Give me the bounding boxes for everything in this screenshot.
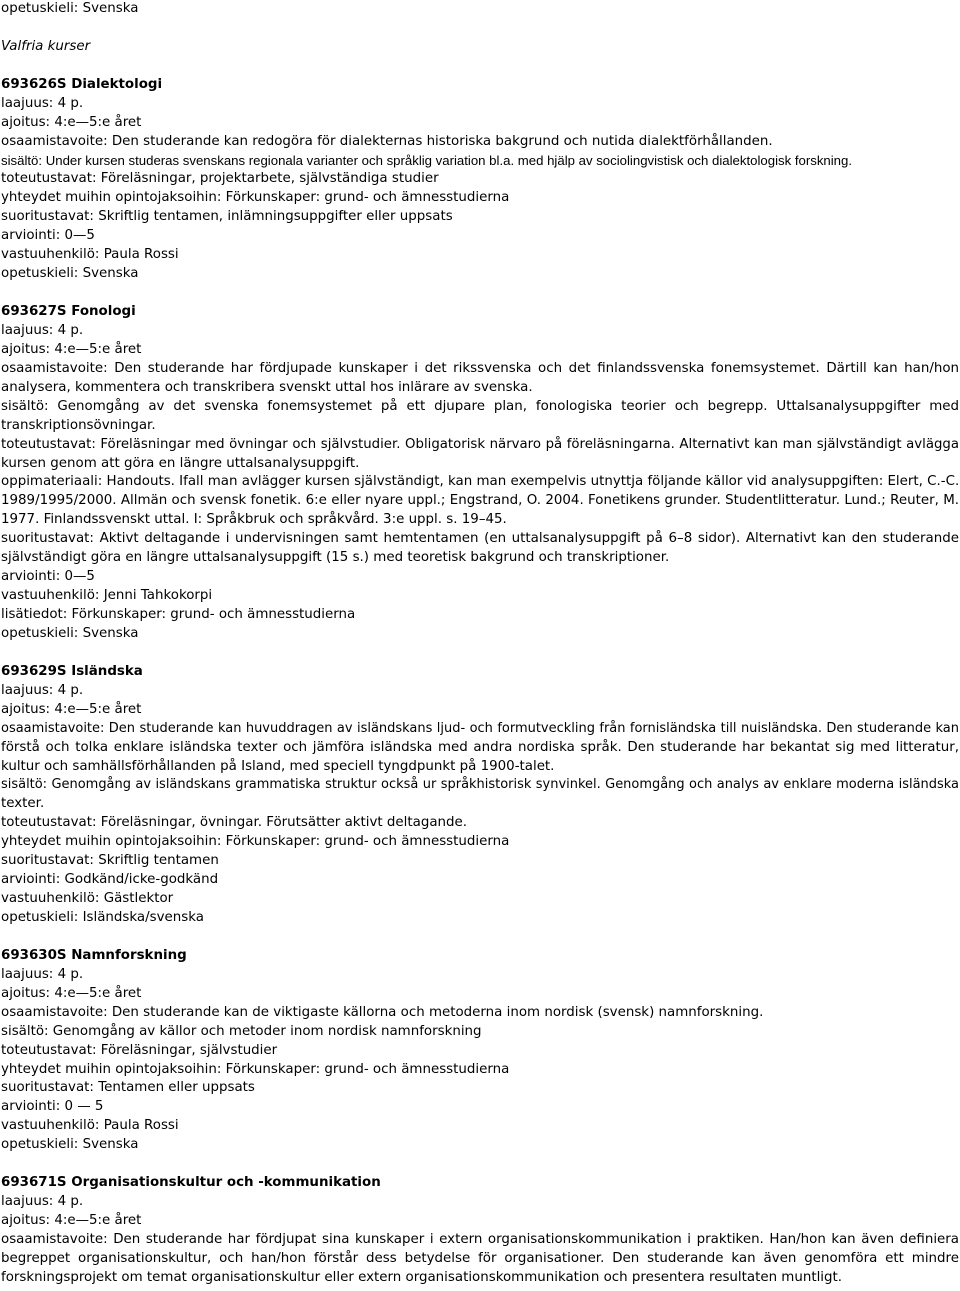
course-grading: arviointi: Godkänd/icke-godkänd <box>1 872 219 888</box>
course-responsible: vastuuhenkilö: Gästlektor <box>1 891 174 907</box>
course-credits: laajuus: 4 p. <box>1 322 84 338</box>
course-language: opetuskieli: Svenska <box>1 1137 139 1153</box>
course-responsible: vastuuhenkilö: Paula Rossi <box>1 1118 179 1134</box>
course-assessment-method: suoritustavat: Skriftlig tentamen <box>1 853 219 869</box>
course-delivery: toteutustavat: Föreläsningar, självstudier <box>1 1042 278 1058</box>
course-title: 693627S Fonologi <box>1 304 136 319</box>
paragraph-line: 1977. Finlandssvenskt uttal. I: Språkbruk och språkvård. 3:e uppl. s. 19–45. <box>1 512 507 528</box>
course-objective <box>1 1231 959 1288</box>
course-credits: laajuus: 4 p. <box>1 966 84 982</box>
paragraph-line: transkriptionsövningar. <box>1 417 156 433</box>
course-language: opetuskieli: Isländska/svenska <box>1 910 204 925</box>
course-timing: ajoitus: 4:e—5:e året <box>1 985 142 1001</box>
paragraph-line: osaamistavoite: Den studerande har fördjupade kunskaper i det rikssvenska och det finlandssvenska fonemsystemet. Därtill kan han/hon <box>1 360 959 376</box>
course-timing: ajoitus: 4:e—5:e året <box>1 114 142 130</box>
spacer <box>1 928 959 947</box>
course-grading: arviointi: 0 — 5 <box>1 1099 104 1115</box>
course-title: 693629S Isländska <box>1 663 143 679</box>
paragraph-line: oppimateriaali: Handouts. Ifall man avlägger kursen självständigt, kan man exempelvis utnyttja följande källor vid analysuppgiften: Elert, C.-C. <box>1 474 960 490</box>
course-prerequisites: yhteydet muihin opintojaksoihin: Förkunskaper: grund- och ämnesstudierna <box>1 1061 510 1077</box>
course-objective: osaamistavoite: Den studerande kan de viktigaste källorna och metoderna inom nordisk (svensk) namnforskning. <box>1 1004 764 1020</box>
paragraph-line: osaamistavoite: Den studerande kan huvuddragen av isländskans ljud- och formutveckling från fornisländska till nuisländska. Den studerande kan <box>1 720 959 736</box>
course-objective <box>1 720 959 777</box>
paragraph-line: toteutustavat: Föreläsningar med övningar och självstudier. Obligatorisk närvaro på föreläsningarna. Alternativt kan man självständigt avlägga <box>1 436 959 452</box>
paragraph-line: kultur och samhällsförhållanden på Island, med speciell tyngdpunkt på 1900-talet. <box>1 758 555 774</box>
course-credits: laajuus: 4 p. <box>1 95 84 111</box>
course-title: 693630S Namnforskning <box>1 947 187 963</box>
course-materials <box>1 473 959 530</box>
course-delivery: toteutustavat: Föreläsningar, projektarbete, självständiga studier <box>1 171 439 187</box>
course-assessment-method: suoritustavat: Skriftlig tentamen, inlämningsuppgifter eller uppsats <box>1 209 453 225</box>
paragraph-line: 1989/1995/2000. Allmän och svensk fonetik. 6:e eller nyare uppl.; Engstrand, O. 2004. Fonetikens grunder. Studentlitteratur. Lund.; Reuter, M. <box>1 493 959 509</box>
course-assessment-method <box>1 530 959 568</box>
course-objective <box>1 360 959 398</box>
course-delivery: toteutustavat: Föreläsningar, övningar. Förutsätter aktivt deltagande. <box>1 815 468 831</box>
course-assessment-method: suoritustavat: Tentamen eller uppsats <box>1 1080 255 1096</box>
course-responsible: vastuuhenkilö: Paula Rossi <box>1 247 179 263</box>
paragraph-line: begreppet organisationskultur, och han/hon förstår dess betydelse för organisationer. Den studerande kan även genomföra ett mindre <box>1 1250 959 1266</box>
course-delivery <box>1 436 959 474</box>
paragraph-line: kursen genom att göra en längre uttalsanalysuppgift. <box>1 455 360 471</box>
paragraph-line: förstå och tolka enklare isländska texter och jämföra isländska med andra nordiska språk. Den studerande har bekantat sig med litteratur, <box>1 739 959 755</box>
course-content: sisältö: Genomgång av källor och metoder inom nordisk namnforskning <box>1 1023 482 1039</box>
course-objective: osaamistavoite: Den studerande kan redogöra för dialekternas historiska bakgrund och nutida dialektförhållanden. <box>1 133 773 149</box>
course-content: sisältö: Under kursen studeras svenskans regionala varianter och språklig variation bl.a. med hjälp av sociolingvistisk och dialektologisk forskning. <box>1 152 853 168</box>
paragraph-line: analysera, kommentera och transkribera svenskt uttal hos inlärare av svenska. <box>1 379 533 395</box>
course-responsible: vastuuhenkilö: Jenni Tahkokorpi <box>1 588 213 604</box>
section-heading: Valfria kurser <box>1 38 91 54</box>
course-language: opetuskieli: Svenska <box>1 625 139 641</box>
spacer <box>1 1155 959 1174</box>
course-content <box>1 398 959 436</box>
course-grading: arviointi: 0—5 <box>1 569 95 585</box>
language-line: opetuskieli: Svenska <box>1 1 139 16</box>
paragraph-line: osaamistavoite: Den studerande har fördjupat sina kunskaper i extern organisationskommunikation i praktiken. Han/hon kan även definiera <box>1 1231 959 1247</box>
spacer <box>1 644 959 663</box>
paragraph-line: självständigt göra en längre uttalsanalysuppgift (15 s.) med teoretisk bakgrund och transkriptioner. <box>1 550 670 566</box>
course-additional-info: lisätiedot: Förkunskaper: grund- och ämnesstudierna <box>1 607 356 622</box>
course-title: 693671S Organisationskultur och -kommunikation <box>1 1175 381 1191</box>
course-title: 693626S Dialektologi <box>1 76 163 92</box>
paragraph-line: suoritustavat: Aktivt deltagande i undervisningen samt hemtentamen (en uttalsanalysuppgift på 6–8 sidor). Alternativt kan den studerande <box>1 531 959 547</box>
paragraph-line: sisältö: Genomgång av det svenska fonemsystemet på ett djupare plan, fonologiska teorier och begrepp. Uttalsanalysuppgifter med <box>1 398 959 414</box>
spacer <box>1 19 959 38</box>
course-grading: arviointi: 0—5 <box>1 228 95 244</box>
paragraph-line: forskningsprojekt om temat organisationskultur eller extern organisationskommunikation och presentera resultaten muntligt. <box>1 1269 843 1285</box>
paragraph-line: sisältö: Genomgång av isländskans grammatiska struktur också ur språkhistorisk synvinkel. Genomgång och analys av enklare moderna isländska <box>1 777 959 793</box>
spacer <box>1 284 959 303</box>
spacer <box>1 57 959 76</box>
course-prerequisites: yhteydet muihin opintojaksoihin: Förkunskaper: grund- och ämnesstudierna <box>1 834 510 850</box>
course-credits: laajuus: 4 p. <box>1 682 84 698</box>
course-credits: laajuus: 4 p. <box>1 1194 84 1210</box>
course-prerequisites: yhteydet muihin opintojaksoihin: Förkunskaper: grund- och ämnesstudierna <box>1 190 510 206</box>
course-language: opetuskieli: Svenska <box>1 266 139 282</box>
course-timing: ajoitus: 4:e—5:e året <box>1 1213 142 1228</box>
course-timing: ajoitus: 4:e—5:e året <box>1 341 142 357</box>
paragraph-line: texter. <box>1 796 45 812</box>
course-content <box>1 776 959 814</box>
course-timing: ajoitus: 4:e—5:e året <box>1 701 142 717</box>
